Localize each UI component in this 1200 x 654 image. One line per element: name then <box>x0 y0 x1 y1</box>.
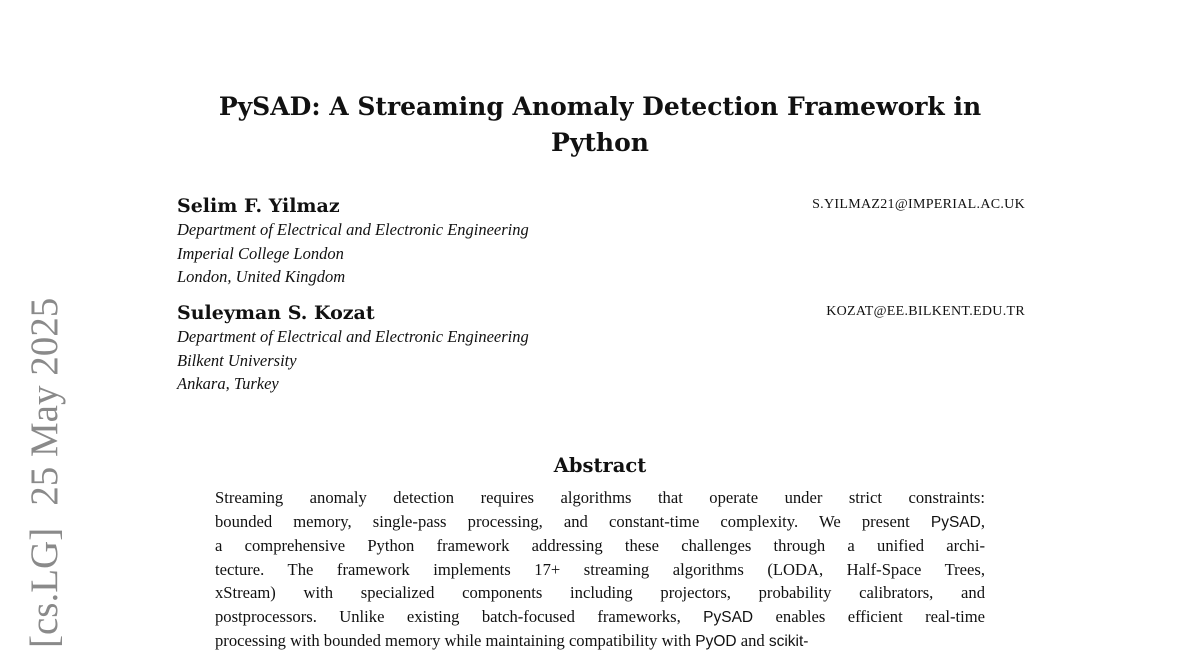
abstract-line: processing with bounded memory while maintaining compatibility with PyOD and scikit- <box>215 631 809 650</box>
abstract-line: tecture. The framework implements 17+ streaming algorithms (LODA, Half-Space Trees, <box>215 559 985 579</box>
abstract-line: postprocessors. Unlike existing batch-focused frameworks, PySAD enables efficient real-time <box>215 606 985 626</box>
software-name: PySAD <box>930 513 981 531</box>
author-affiliation-location: London, United Kingdom <box>177 267 346 286</box>
software-name: PyOD <box>695 633 737 650</box>
abstract-line: xStream) with specialized components including projectors, probability calibrators, and <box>215 583 985 602</box>
arxiv-identifier-stamp <box>22 298 67 648</box>
abstract-body <box>215 486 985 654</box>
author-affiliation-dept: Department of Electrical and Electronic Engineering <box>177 327 529 346</box>
author-email: S.YILMAZ21@IMPERIAL.AC.UK <box>812 197 1025 212</box>
software-name: PySAD <box>703 608 754 626</box>
author-name: Suleyman S. Kozat <box>177 302 375 324</box>
author-affiliation-institution: Imperial College London <box>177 243 344 263</box>
software-name: scikit- <box>768 633 809 650</box>
author-block <box>177 194 1025 289</box>
author-email: KOZAT@EE.BILKENT.EDU.TR <box>826 304 1025 319</box>
abstract-heading: Abstract <box>553 454 647 477</box>
abstract-line: Streaming anomaly detection requires algorithms that operate under strict constraints: <box>215 488 985 507</box>
author-affiliation-location: Ankara, Turkey <box>177 374 279 393</box>
arxiv-category: [cs.LG] <box>23 527 66 648</box>
author-affiliation-institution: Bilkent University <box>177 350 297 370</box>
arxiv-date: 25 May 2025 <box>23 297 66 506</box>
author-name: Selim F. Yilmaz <box>177 195 340 217</box>
abstract-line: bounded memory, single-pass processing, and constant-time complexity. We present PySAD, <box>215 511 985 531</box>
abstract-line: a comprehensive Python framework addressing these challenges through a unified archi- <box>215 536 985 555</box>
author-affiliation-dept: Department of Electrical and Electronic Engineering <box>177 220 529 239</box>
paper-title-line: PySAD: A Streaming Anomaly Detection Framework in <box>218 92 982 121</box>
paper-title-line: Python <box>551 128 649 157</box>
author-block <box>177 301 1025 396</box>
paper-title <box>150 89 1050 161</box>
